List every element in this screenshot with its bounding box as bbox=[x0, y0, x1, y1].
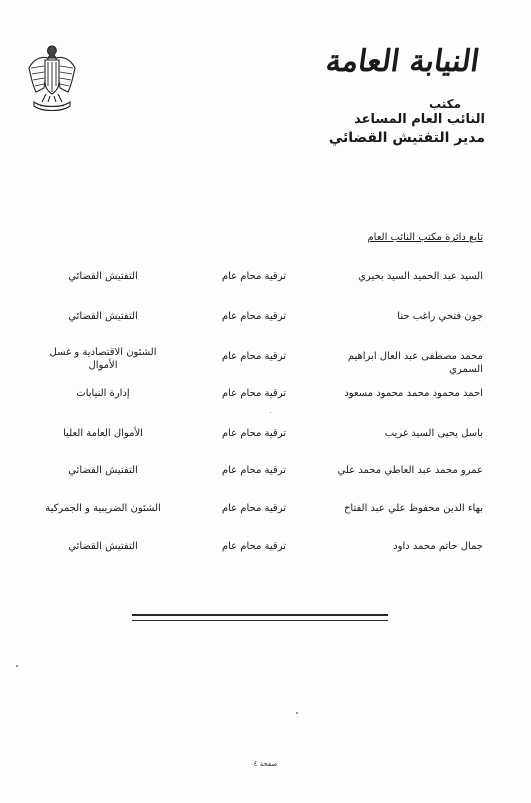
promotion-type: ترقية محام عام bbox=[221, 311, 286, 322]
list-item bbox=[0, 310, 531, 340]
list-item bbox=[0, 427, 531, 457]
department: الأموال العامة العليا bbox=[63, 428, 143, 439]
director-title: مدير التفتيش القضائي bbox=[328, 130, 485, 146]
person-name: محمد مصطفى عبد العال ابراهيم السمري bbox=[347, 351, 483, 375]
list-item bbox=[0, 346, 531, 376]
scan-speck bbox=[16, 665, 18, 667]
department: الشئون الضريبية و الجمركية bbox=[45, 503, 161, 514]
list-item bbox=[0, 270, 531, 300]
scan-speck bbox=[296, 712, 298, 714]
department: الشئون الاقتصادية و غسل الأموال bbox=[49, 347, 157, 371]
list-item bbox=[0, 387, 531, 417]
list-item bbox=[0, 502, 531, 532]
list-item bbox=[0, 540, 531, 570]
section-heading: تابع دائرة مكتب النائب العام bbox=[367, 232, 483, 243]
department: التفتيش القضائي bbox=[68, 541, 138, 552]
scan-speck bbox=[270, 412, 271, 413]
page-number: صفحة ٤ bbox=[253, 760, 278, 768]
office-label: مكتب bbox=[428, 97, 461, 111]
list-item bbox=[0, 464, 531, 494]
deputy-title: النائب العام المساعد bbox=[354, 112, 485, 127]
promotion-type: ترقية محام عام bbox=[221, 388, 286, 399]
organization-title: النيابة العامة bbox=[323, 44, 482, 79]
promotion-type: ترقية محام عام bbox=[221, 271, 286, 282]
person-name: جمال حاتم محمد داود bbox=[393, 541, 483, 552]
eagle-emblem-icon bbox=[26, 42, 78, 114]
promotion-type: ترقية محام عام bbox=[221, 503, 286, 514]
promotion-type: ترقية محام عام bbox=[221, 428, 286, 439]
closing-rule bbox=[132, 614, 388, 621]
promotion-type: ترقية محام عام bbox=[221, 541, 286, 552]
person-name: احمد محمود محمد محمود مسعود bbox=[344, 388, 483, 399]
person-name: بهاء الدين محفوظ علي عبد الفتاح bbox=[343, 503, 483, 514]
person-name: باسل يحيى السيد غريب bbox=[384, 428, 483, 439]
person-name: السيد عبد الحميد السيد بحيري bbox=[358, 271, 483, 282]
promotion-type: ترقية محام عام bbox=[221, 465, 286, 476]
department: التفتيش القضائي bbox=[68, 271, 138, 282]
department: التفتيش القضائي bbox=[68, 465, 138, 476]
department: التفتيش القضائي bbox=[68, 311, 138, 322]
person-name: عمرو محمد عبد العاطي محمد علي bbox=[337, 465, 483, 476]
promotion-type: ترقية محام عام bbox=[221, 351, 286, 362]
person-name: جون فتحي راغب حنا bbox=[397, 311, 483, 322]
department: إدارة النيابات bbox=[76, 388, 130, 399]
